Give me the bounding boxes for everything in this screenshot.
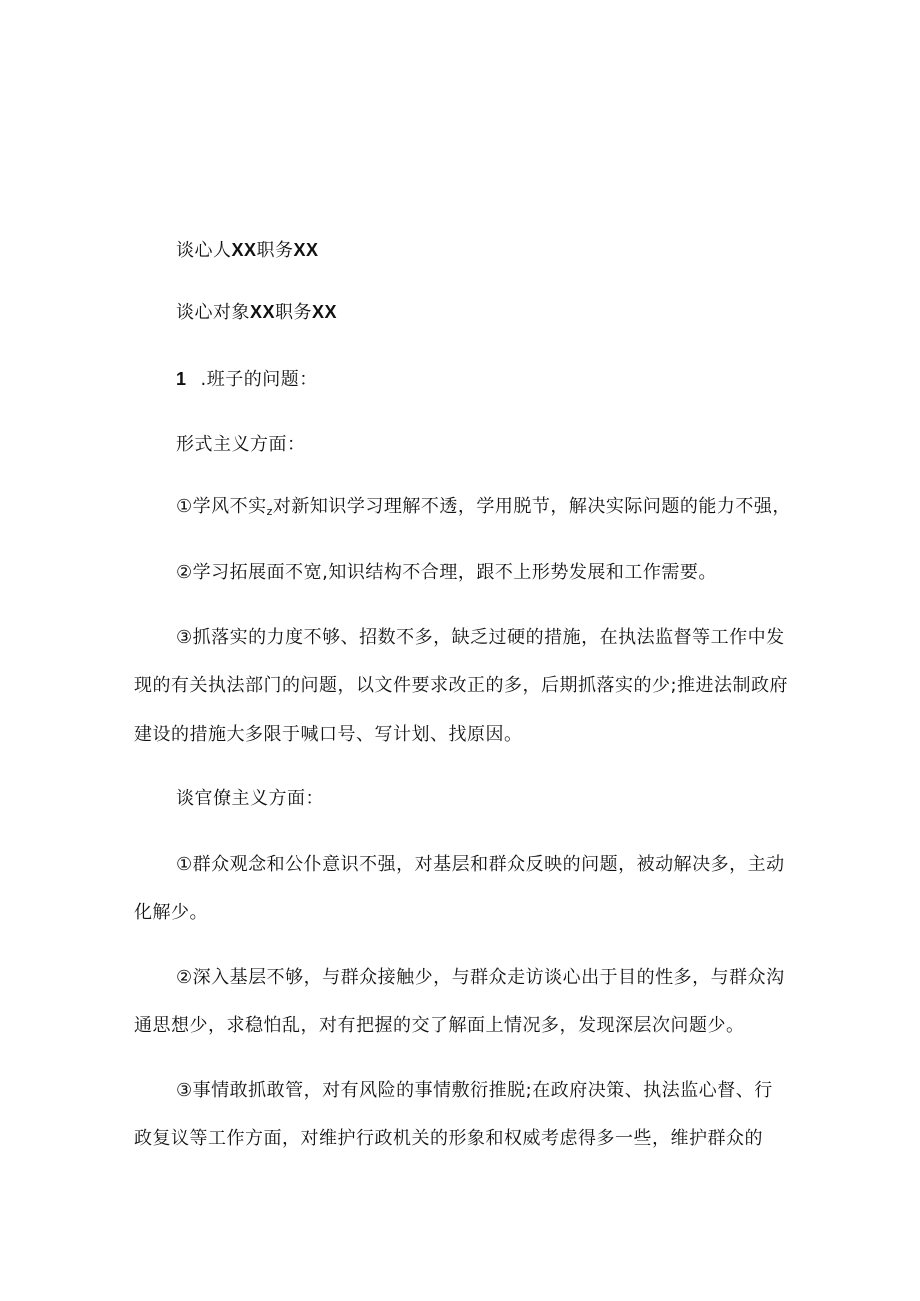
section-number: 1 — [176, 369, 187, 389]
formalism-item-3-line-2: 现的有关执法部门的问题，以文件要求改正的多，后期抓落实的少;推进法制政府 — [134, 675, 789, 696]
formalism-item-1-part-a: ①学风不实 — [176, 496, 267, 517]
talker-name: XX — [231, 240, 257, 260]
formalism-heading: 形式主义方面： — [176, 434, 306, 455]
formalism-item-3-line-3: 建设的措施大多限于喊口号、写计划、找原因。 — [134, 724, 523, 745]
bureaucracy-item-2-line-2: 通思想少，求稳怕乱，对有把握的交了解面上情况多，发现深层次问题少。 — [134, 1015, 745, 1036]
talker-line — [176, 237, 319, 264]
target-line — [176, 299, 337, 326]
talker-post-label: 职务 — [256, 240, 294, 261]
bureaucracy-item-1-line-2: 化解少。 — [134, 902, 208, 923]
section-1-heading — [176, 366, 318, 393]
bureaucracy-item-2-line-1: ②深入基层不够，与群众接触少，与群众走访谈心出于目的性多，与群众沟 — [176, 967, 785, 988]
formalism-item-1-sub: z — [266, 505, 273, 518]
section-title: .班子的问题： — [200, 369, 318, 390]
bureaucracy-item-3-line-2: 政复议等工作方面，对维护行政机关的形象和权威考虑得多一些，维护群众的 — [134, 1128, 763, 1149]
formalism-item-1-part-b: 对新知识学习理解不透，学用脱节，解决实际问题的能力不强， — [272, 496, 791, 517]
talker-prefix: 谈心人 — [176, 240, 232, 261]
formalism-item-1 — [176, 494, 791, 525]
bureaucracy-item-1-line-1: ①群众观念和公仆意识不强，对基层和群众反映的问题，被动解决多，主动 — [176, 854, 785, 875]
target-prefix: 谈心对象 — [176, 302, 250, 323]
bureaucracy-item-3-line-1: ③事情敢抓敢管，对有风险的事情敷衍推脱;在政府决策、执法监心督、行 — [176, 1080, 773, 1101]
talker-post: XX — [293, 240, 319, 260]
formalism-item-3-line-1: ③抓落实的力度不够、招数不多，缺乏过硬的措施，在执法监督等工作中发 — [176, 627, 785, 648]
target-post-label: 职务 — [275, 302, 313, 323]
target-post: XX — [312, 302, 338, 322]
target-name: XX — [250, 302, 276, 322]
formalism-item-2: ②学习拓展面不宽,知识结构不合理，跟不上形势发展和工作需要。 — [176, 562, 717, 583]
bureaucracy-heading: 谈官僚主义方面： — [176, 788, 324, 809]
